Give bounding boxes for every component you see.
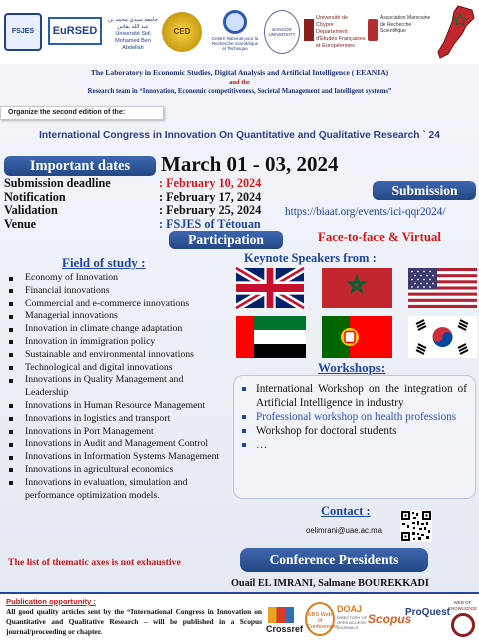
date-row-validation	[4, 204, 304, 218]
list-item: Commercial and e-commerce innovations	[8, 298, 228, 311]
list-item: Financial innovations	[8, 285, 228, 298]
list-item: Innovations in Human Resource Management	[8, 400, 228, 413]
research-association-mark-icon	[368, 19, 378, 41]
date-label: Notification	[4, 189, 66, 204]
publication-text: All good quality articles sent by the “International Congress in Innovation on Quantitative and Qualitative Research – will be published in a Scopus journal/proceeding or chapter.	[6, 607, 262, 637]
workshops-title: Workshops:	[318, 360, 386, 375]
list-item: Innovation in climate change adaptation	[8, 323, 228, 336]
research-association-logo	[368, 15, 432, 49]
dates-list	[4, 177, 304, 231]
list-item: Managerial innovations	[8, 310, 228, 323]
submission-button[interactable]: Submission	[373, 181, 476, 200]
and-the-text: and the	[229, 79, 250, 86]
web-of-knowledge-label: WEB OF KNOWLEDGE	[447, 600, 478, 611]
list-item: Workshop for doctoral students	[240, 424, 467, 438]
ced-logo: CED	[162, 12, 202, 52]
south-korea-flag-icon	[408, 316, 477, 358]
date-row-notification	[4, 191, 304, 205]
date-value: : February 17, 2024	[159, 189, 262, 204]
participation-banner: Participation	[169, 231, 283, 249]
date-value: : FSJES of Tétouan	[159, 216, 261, 231]
bangor-logo: BANGOR UNIVERSITY	[264, 10, 300, 54]
conference-presidents-banner: Conference Presidents	[240, 548, 428, 572]
list-item: Economy of Innovation	[8, 272, 228, 285]
participation-mode: Face-to-face & Virtual	[318, 230, 441, 244]
scopus-logo: Scopus	[368, 612, 412, 626]
research-association-logo-text: Association Marocaine de Recherche Scientifique	[380, 15, 431, 34]
cnrst-emblem-icon	[223, 10, 247, 34]
eursed-logo: EuRSED	[48, 17, 102, 45]
list-item: Technological and digital innovations	[8, 362, 228, 375]
list-item: International Workshop on the integration of Artificial Intelligence in industry	[240, 382, 467, 410]
list-item: Innovations in Port Management	[8, 426, 228, 439]
date-row-venue	[4, 218, 304, 232]
morocco-flag-icon	[322, 268, 392, 308]
date-label: Submission deadline	[4, 176, 111, 190]
date-label: Validation	[4, 203, 58, 217]
presidents-names: Ouail EL IMRANI, Salmane BOUREKKADI	[231, 578, 429, 589]
date-row-submission	[4, 177, 304, 191]
usmba-logo: جامعة سيدي محمد بن عبد الله بفاس Université Sidi Mohamed Ben Abdellah	[108, 17, 158, 51]
important-dates-banner: Important dates	[4, 156, 156, 176]
list-item: Innovations in Quality Management and Leadership	[8, 374, 228, 400]
chypre-logo-text: Université de Chypre Département d'Études Françaises et Européennes	[316, 15, 366, 49]
field-of-study-list	[8, 272, 228, 502]
portugal-flag-icon	[322, 316, 392, 358]
list-item: Innovations in Audit and Management Control	[8, 438, 228, 451]
research-team-line: Research team in “Innovation, Economic competitiveness, Societal Management and Intelligent systems”	[87, 88, 392, 95]
uae-flag-icon	[236, 316, 306, 358]
crossref-logo	[264, 604, 304, 636]
list-item: Innovations in agricultural economics	[8, 464, 228, 477]
doaj-subtitle: DIRECTORY OF OPEN ACCESS JOURNALS	[337, 615, 368, 630]
morocco-map-icon	[436, 4, 476, 60]
list-item: Innovations in evaluation, simulation and performance optimization models.	[8, 477, 228, 503]
list-item: …	[240, 438, 467, 452]
web-of-knowledge-logo	[446, 600, 479, 638]
list-item: Professional workshop on health professions	[240, 410, 467, 424]
not-exhaustive-note: The list of thematic axes is not exhaustive	[8, 557, 181, 568]
proquest-logo: ProQuest	[405, 607, 451, 618]
crossref-mark-icon	[268, 607, 294, 623]
cnrst-logo	[210, 10, 260, 54]
date-value: : February 25, 2024	[159, 203, 262, 217]
date-label: Venue	[4, 216, 37, 231]
united-kingdom-flag-icon	[236, 268, 304, 308]
doaj-label: DOAJ	[337, 604, 363, 614]
qr-code-icon[interactable]	[400, 510, 432, 542]
ebs-logo: EBS Web of Conferences	[305, 602, 335, 636]
list-item: Innovations in logistics and transport	[8, 413, 228, 426]
list-item: Sustainable and environmental innovations	[8, 349, 228, 362]
logos-strip	[0, 0, 479, 64]
doaj-logo	[337, 604, 367, 636]
chypre-mark-icon	[304, 19, 314, 41]
contact-title: Contact :	[321, 504, 371, 518]
list-item: Innovation in immigration policy	[8, 336, 228, 349]
list-item: Innovations in Information Systems Management	[8, 451, 228, 464]
lab-title: The Laboratory in Economic Studies, Digital Analysis and Artificial Intelligence ( EEANIA)	[90, 68, 389, 77]
main-dates: March 01 - 03, 2024	[161, 152, 339, 176]
congress-title: International Congress in Innovation On Quantitative and Qualitative Research ` 24	[39, 130, 440, 141]
workshops-list	[240, 382, 467, 452]
united-states-flag-icon	[408, 268, 477, 308]
organize-label: Organize the second edition of the:	[0, 106, 164, 120]
keynote-speakers-title: Keynote Speakers from :	[244, 251, 377, 265]
field-of-study-title: Field of study :	[62, 255, 146, 270]
cnrst-logo-text: Centre National pour la Recherche Scientifique et Technique	[211, 36, 259, 51]
fsjes-logo: FSJES	[4, 13, 42, 51]
workshops-box	[233, 375, 476, 499]
chypre-logo	[304, 15, 366, 49]
crossref-label: Crossref	[266, 624, 304, 634]
date-value: : February 10, 2024	[159, 176, 262, 190]
contact-email[interactable]: oelimrani@uae.ac.ma	[306, 526, 382, 535]
web-of-knowledge-mark-icon	[451, 613, 475, 637]
publication-title: Publication opportunity :	[6, 597, 96, 606]
submission-link[interactable]: https://biaat.org/events/ici-qqr2024/	[285, 206, 446, 218]
